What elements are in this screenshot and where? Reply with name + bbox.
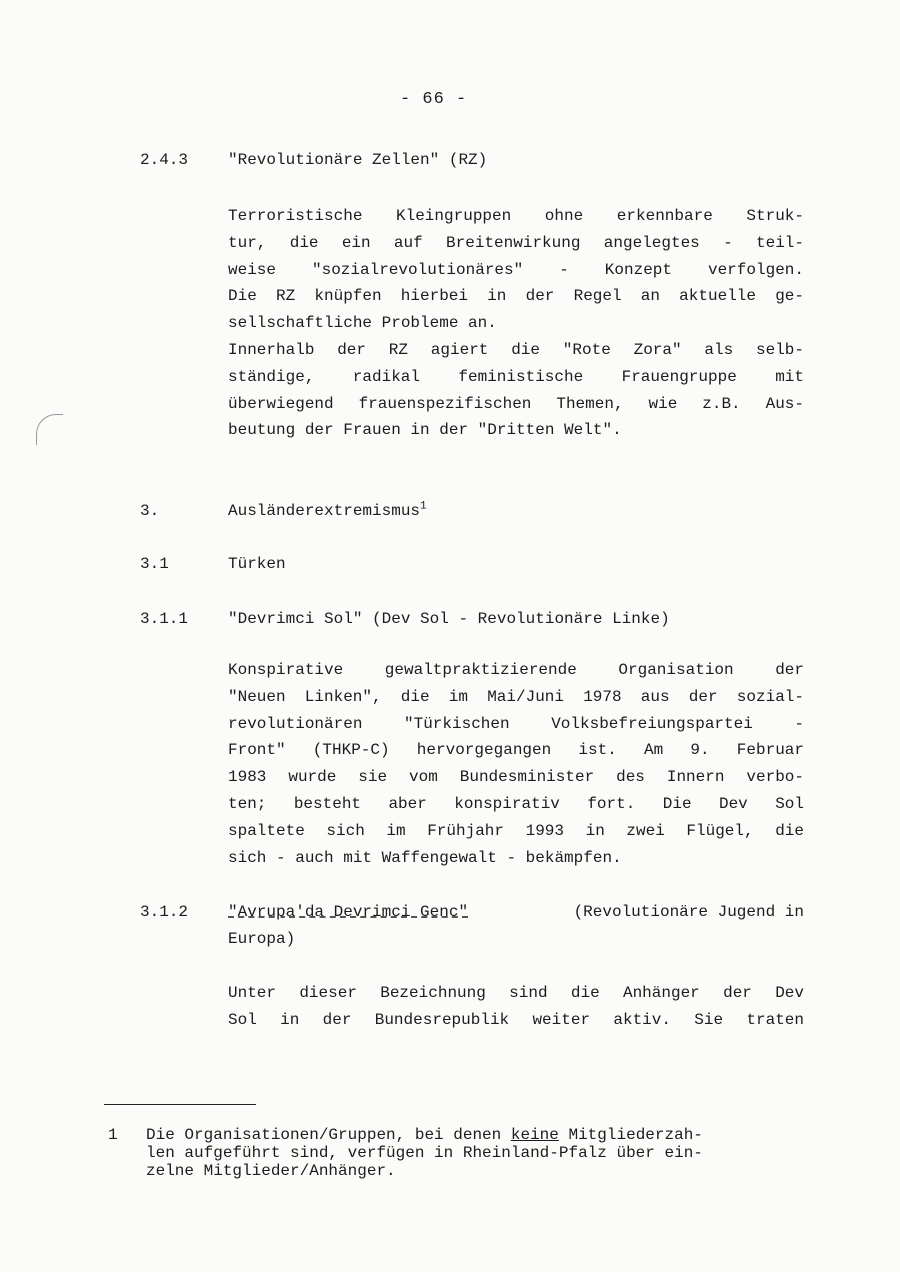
text-line: sich - auch mit Waffengewalt - bekämpfen. xyxy=(228,848,622,867)
paragraph-devsol xyxy=(228,657,804,871)
section-title-rest: (Revolutionäre Jugend in xyxy=(573,903,804,921)
text-line: sellschaftliche Probleme an. xyxy=(228,314,497,333)
footnote-separator xyxy=(104,1104,256,1105)
footnote-reference: 1 xyxy=(420,500,427,513)
page-number: - 66 - xyxy=(400,90,468,109)
section-number-genc: 3.1.2 xyxy=(140,903,189,921)
section-number-tuerken: 3.1 xyxy=(140,555,169,573)
text-line: ten; besteht aber konspirativ fort. Die Dev Sol xyxy=(228,794,804,813)
text-line: Sol in der Bundesrepublik weiter aktiv. Sie traten xyxy=(228,1010,804,1029)
section-title-genc-line2: Europa) xyxy=(228,930,296,948)
section-title-rz: "Revolutionäre Zellen" (RZ) xyxy=(228,151,488,169)
paragraph-genc xyxy=(228,980,804,1034)
footnote-line: len aufgeführt sind, verfügen in Rheinland-Pfalz über ein- xyxy=(146,1144,703,1162)
section-number-devsol: 3.1.1 xyxy=(140,610,189,628)
section-title-tuerken: Türken xyxy=(228,555,286,573)
section-number-rz: 2.4.3 xyxy=(140,151,189,169)
text-line: Unter dieser Bezeichnung sind die Anhänger der Dev xyxy=(228,984,804,1002)
footnote-emphasis: keine xyxy=(510,1126,559,1144)
text-line: Terroristische Kleingruppen ohne erkennbare Struk- xyxy=(228,207,804,225)
scan-mark xyxy=(36,414,63,445)
text-line: spaltete sich im Frühjahr 1993 in zwei Flügel, die xyxy=(228,821,804,840)
text-line: Front" (THKP-C) hervorgegangen ist. Am 9. Februar xyxy=(228,741,804,760)
section-title-underlined: "Avrupa'da Devrimci Genc" xyxy=(228,903,469,921)
text-line: tur, die ein auf Breitenwirkung angelegtes - teil- xyxy=(228,233,804,252)
section-title-devsol: "Devrimci Sol" (Dev Sol - Revolutionäre Linke) xyxy=(228,610,670,628)
section-title-text: Ausländerextremismus xyxy=(228,502,421,520)
paragraph-rz xyxy=(228,203,804,444)
text-line: ständige, radikal feministische Frauengruppe mit xyxy=(228,367,804,386)
text-line: revolutionären "Türkischen Volksbefreiungspartei - xyxy=(228,714,804,733)
section-title-auslaender xyxy=(228,498,427,524)
footnote-text-part: Die Organisationen/Gruppen, bei denen xyxy=(146,1126,511,1144)
text-line: 1983 wurde sie vom Bundesminister des Innern verbo- xyxy=(228,768,804,787)
footnote-line: zelne Mitglieder/Anhänger. xyxy=(146,1162,396,1180)
section-title-genc xyxy=(228,899,804,925)
text-line: Innerhalb der RZ agiert die "Rote Zora" als selb- xyxy=(228,340,804,359)
footnote-text xyxy=(146,1126,806,1180)
text-line: Die RZ knüpfen hierbei in der Regel an aktuelle ge- xyxy=(228,287,804,306)
text-line: beutung der Frauen in der "Dritten Welt". xyxy=(228,421,622,440)
footnote-text-part: Mitgliederzah- xyxy=(558,1126,703,1144)
text-line: weise "sozialrevolutionäres" - Konzept verfolgen. xyxy=(228,260,804,279)
footnote-mark: 1 xyxy=(108,1126,118,1144)
section-number-auslaender: 3. xyxy=(140,502,160,520)
text-line: überwiegend frauenspezifischen Themen, wie z.B. Aus- xyxy=(228,394,804,413)
footnote-line xyxy=(146,1126,806,1144)
text-line: "Neuen Linken", die im Mai/Juni 1978 aus der sozial- xyxy=(228,687,804,706)
text-line: Konspirative gewaltpraktizierende Organisation der xyxy=(228,661,804,679)
